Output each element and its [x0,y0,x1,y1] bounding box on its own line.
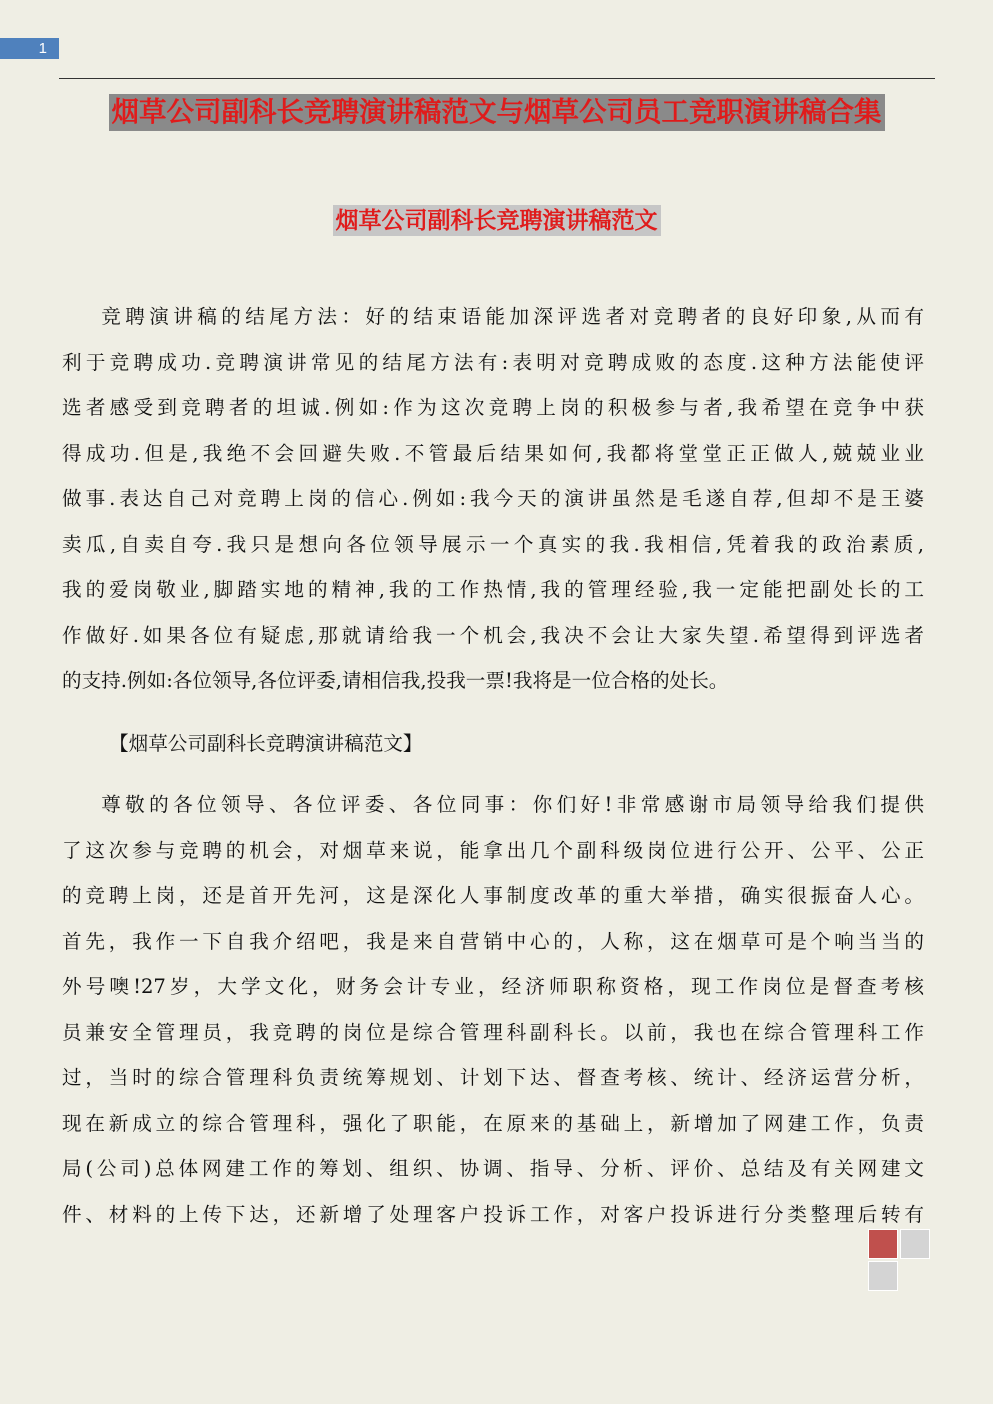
corner-decoration-red [868,1229,898,1259]
text-line: 员兼安全管理员，我竞聘的岗位是综合管理科副科长。以前，我也在综合管理科工作 [62,1020,924,1044]
text-line: 局(公司)总体网建工作的筹划、组织、协调、指导、分析、评价、总结及有关网建文 [62,1157,924,1180]
text-line: 的支持.例如:各位领导,各位评委,请相信我,投我一票!我将是一位合格的处长。 [62,669,729,692]
text-line: 过，当时的综合管理科负责统筹规划、计划下达、督查考核、统计、经济运营分析， [62,1066,924,1089]
text-line: 利于竞聘成功.竞聘演讲常见的结尾方法有:表明对竞聘成败的态度.这种方法能使评 [62,350,924,374]
text-line: 做事.表达自己对竞聘上岗的信心.例如:我今天的演讲虽然是毛遂自荐,但却不是王婆 [62,487,924,510]
paragraph-section-heading [62,721,924,767]
text-line: 我的爱岗敬业,脚踏实地的精神,我的工作热情,我的管理经验,我一定能把副处长的工 [62,578,924,601]
paragraph-closing-methods [62,294,924,704]
text-line: 尊敬的各位领导、各位评委、各位同事：你们好!非常感谢市局领导给我们提供 [101,793,924,816]
section-title [0,205,993,236]
text-line: 【烟草公司副科长竞聘演讲稿范文】 [109,732,423,755]
text-line: 件、材料的上传下达，还新增了处理客户投诉工作，对客户投诉进行分类整理后转有 [62,1202,924,1226]
corner-decoration-gray [900,1229,930,1259]
text-line: 卖瓜,自卖自夸.我只是想向各位领导展示一个真实的我.我相信,凭着我的政治素质, [62,532,924,556]
text-line: 现在新成立的综合管理科，强化了职能，在原来的基础上，新增加了网建工作，负责 [62,1111,924,1135]
text-line: 的竞聘上岗，还是首开先河，这是深化人事制度改革的重大举措，确实很振奋人心。 [62,884,924,907]
document-title-text: 烟草公司副科长竞聘演讲稿范文与烟草公司员工竞职演讲稿合集 [109,94,885,131]
text-line: 选者感受到竞聘者的坦诚.例如:作为这次竞聘上岗的积极参与者,我希望在竞争中获 [62,396,924,419]
corner-decoration-gray [868,1261,898,1291]
text-line: 作做好.如果各位有疑虑,那就请给我一个机会,我决不会让大家失望.希望得到评选者 [62,623,924,647]
page-number-badge: 1 [0,38,59,59]
text-line: 外号噢!27岁，大学文化，财务会计专业，经济师职称资格，现工作岗位是督查考核 [62,975,924,998]
text-line: 首先，我作一下自我介绍吧，我是来自营销中心的，人称，这在烟草可是个响当当的 [62,929,924,953]
paragraph-speech [62,782,924,1237]
section-title-text: 烟草公司副科长竞聘演讲稿范文 [333,205,661,236]
text-line: 竞聘演讲稿的结尾方法：好的结束语能加深评选者对竞聘者的良好印象,从而有 [101,305,924,328]
header-rule [59,78,935,79]
document-title [0,94,993,131]
text-line: 得成功.但是,我绝不会回避失败.不管最后结果如何,我都将堂堂正正做人,兢兢业业 [62,441,924,465]
text-line: 了这次参与竞聘的机会，对烟草来说，能拿出几个副科级岗位进行公开、公平、公正 [62,838,924,862]
